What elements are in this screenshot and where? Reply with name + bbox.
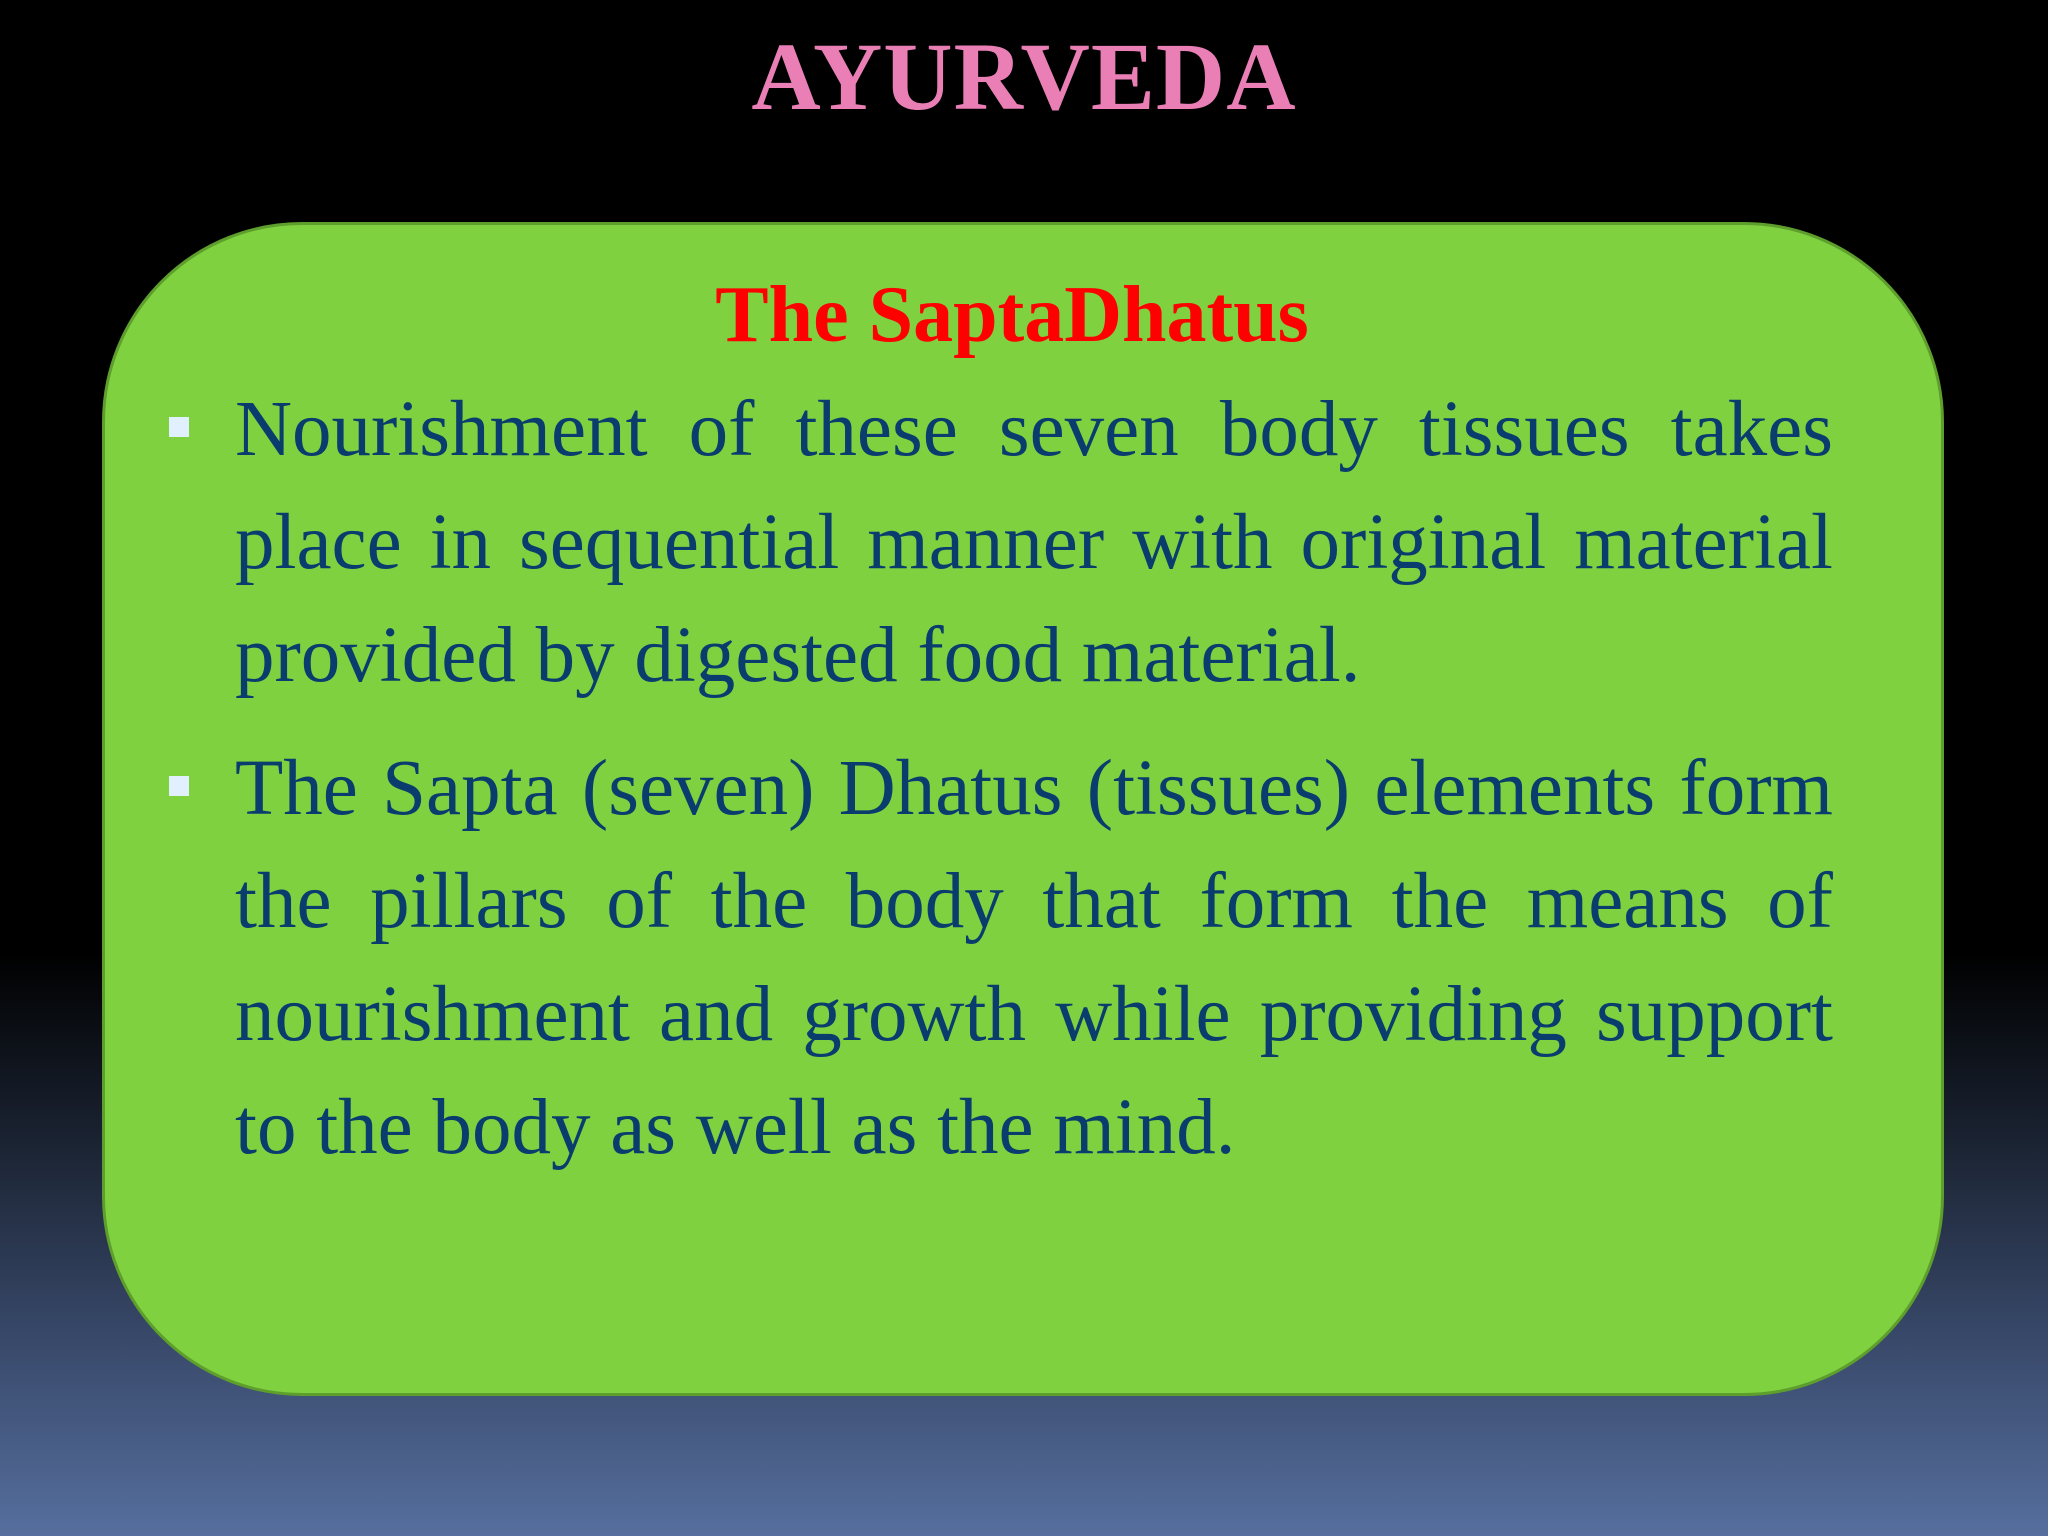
bullet-list (161, 373, 1833, 1184)
square-bullet-icon (169, 417, 189, 437)
square-bullet-icon (169, 776, 189, 796)
bullet-text: The Sapta (seven) Dhatus (tissues) elements form the pillars of the body that form the means of nourishment and growth while providing support to the body as well as the mind. (235, 745, 1833, 1171)
bullet-item (161, 373, 1833, 712)
content-box (102, 222, 1944, 1396)
box-heading: The SaptaDhatus (715, 271, 1309, 359)
slide-title: AYURVEDA (751, 23, 1297, 130)
bullet-text: Nourishment of these seven body tissues takes place in sequential manner with original material provided by digested food material. (235, 386, 1833, 699)
bullet-item (161, 732, 1833, 1184)
